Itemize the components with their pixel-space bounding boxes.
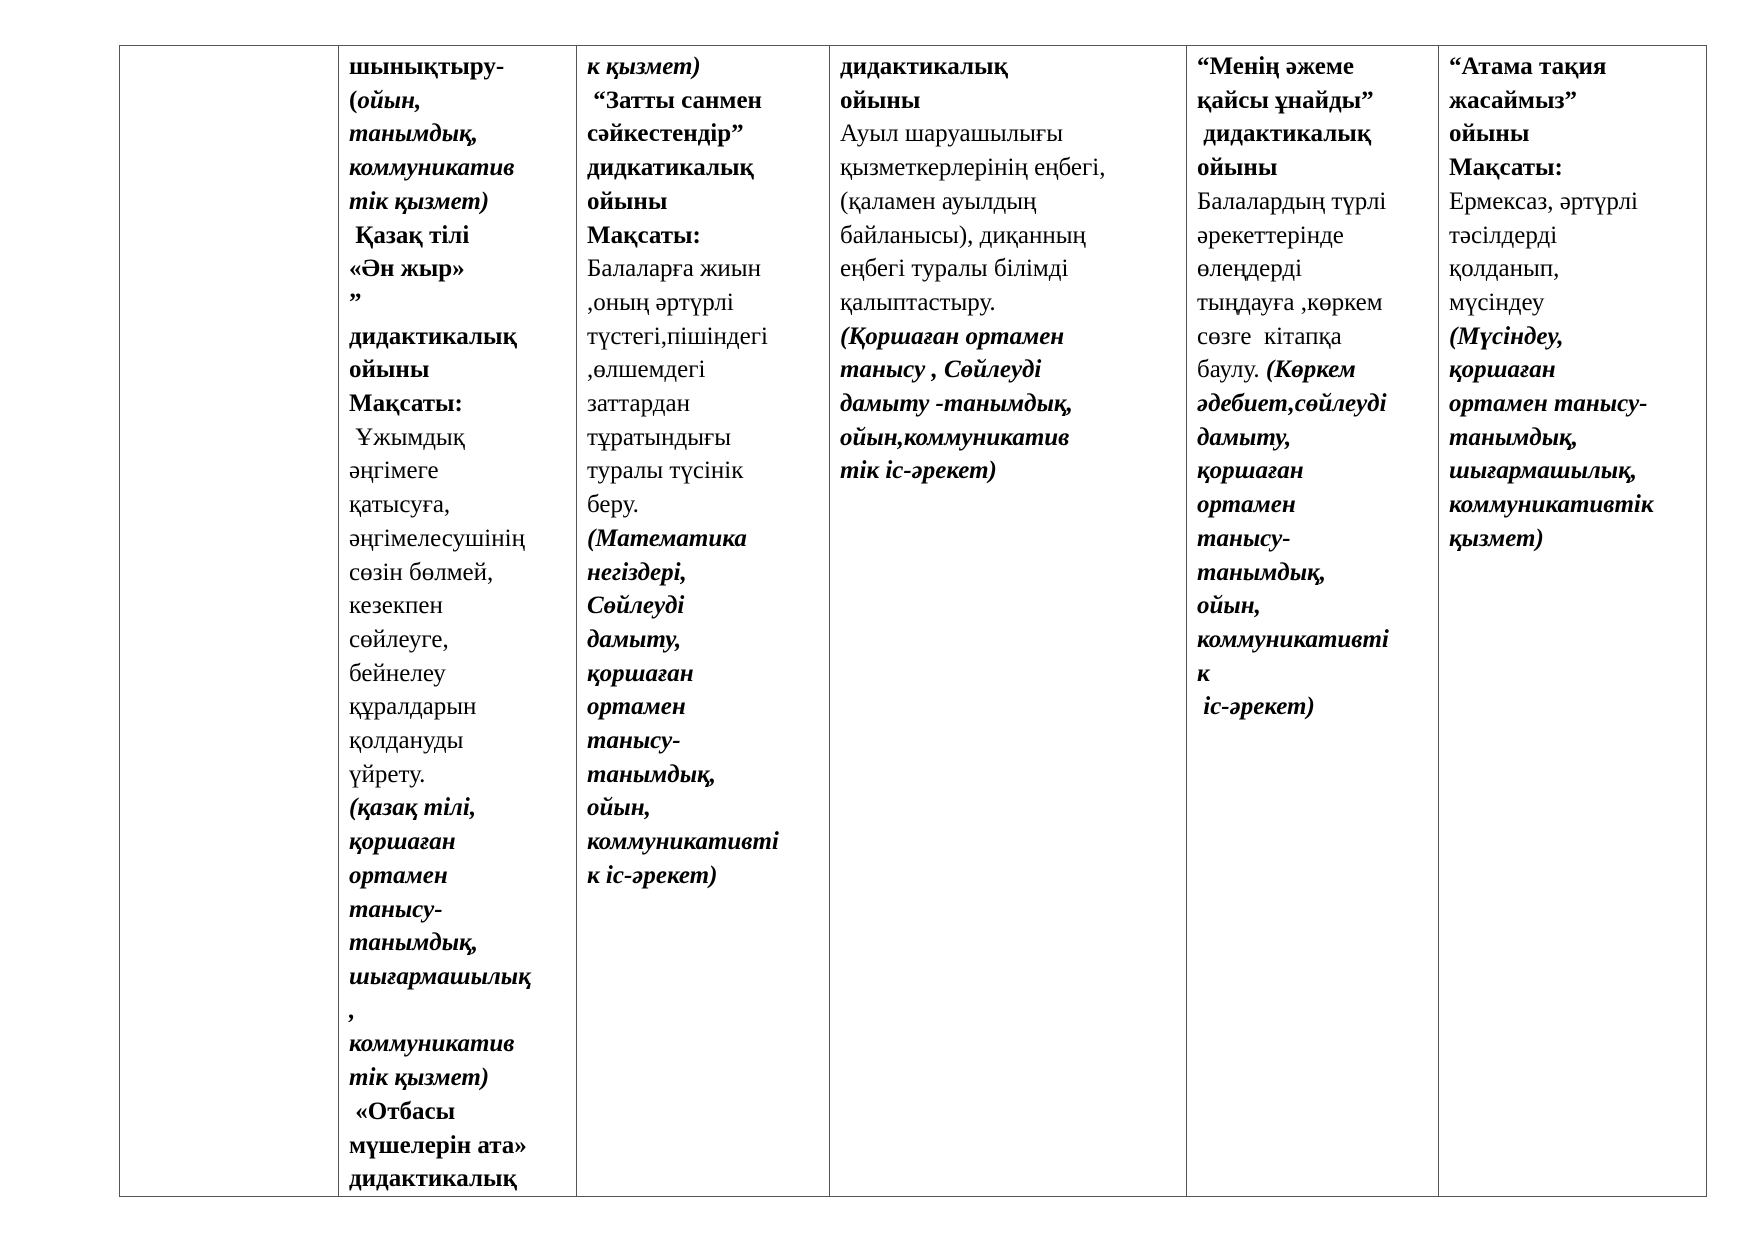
text-line: [840, 353, 1178, 387]
text-line: [349, 353, 568, 387]
text-line: [349, 252, 568, 286]
text-segment: өлеңдерді: [1197, 255, 1303, 283]
text-segment: дамыту,: [587, 625, 682, 653]
text-segment: коммуникативтік: [1449, 491, 1654, 519]
text-line: [1197, 556, 1430, 590]
text-line: [1197, 151, 1430, 185]
text-segment: сөйлеуге,: [349, 625, 449, 653]
text-line: [349, 84, 568, 118]
text-segment: танымдық,: [1449, 423, 1578, 451]
text-segment: к қызмет): [587, 53, 701, 80]
text-segment: дидактикалық: [349, 322, 517, 350]
text-segment: ойыны: [587, 187, 668, 215]
text-line: [349, 522, 568, 556]
text-segment: Қазақ тілі: [349, 221, 470, 249]
text-segment: Мақсаты:: [349, 390, 463, 418]
text-segment: танысу-: [587, 727, 681, 755]
text-segment: коммуникатив: [349, 154, 515, 182]
table-cell: [830, 46, 1187, 1197]
text-segment: ,оның әртүрлі: [587, 288, 734, 316]
text-line: [349, 825, 568, 859]
text-segment: дидактикалық: [840, 53, 1008, 80]
text-line: [349, 454, 568, 488]
text-line: [1197, 421, 1430, 455]
text-segment: танымдық,: [349, 929, 478, 957]
text-line: [1197, 454, 1430, 488]
text-line: [349, 859, 568, 893]
text-line: [840, 117, 1178, 151]
text-segment: қалыптастыру.: [840, 288, 996, 316]
text-line: [840, 286, 1178, 320]
text-line: [1197, 387, 1430, 421]
text-segment: ортамен танысу-: [1449, 390, 1648, 418]
text-line: [349, 724, 568, 758]
text-line: [1449, 219, 1698, 253]
text-line: [840, 454, 1178, 488]
text-line: [349, 488, 568, 522]
text-segment: “Менің әжеме: [1197, 53, 1354, 80]
text-line: [349, 286, 568, 320]
text-line: [587, 488, 821, 522]
text-segment: байланысы), диқанның: [840, 221, 1086, 249]
text-segment: дидактикалық: [349, 1165, 517, 1193]
text-segment: танымдық,: [349, 120, 478, 148]
table-row: [120, 46, 1707, 1197]
text-segment: қоршаған: [349, 828, 456, 856]
text-segment: ойыны: [840, 86, 921, 114]
text-line: [587, 623, 821, 657]
text-segment: мүсіндеу: [1449, 288, 1545, 316]
text-segment: түстегі,пішіндегі: [587, 322, 768, 350]
text-segment: ортамен: [349, 861, 448, 889]
text-segment: коммуникативті: [587, 828, 779, 856]
text-segment: әңгімелесушінің: [349, 524, 525, 552]
text-line: [587, 421, 821, 455]
table-cell: [1187, 46, 1439, 1197]
text-segment: сөзге кітапқа: [1197, 322, 1342, 350]
text-line: [349, 320, 568, 354]
text-line: [840, 219, 1178, 253]
text-segment: туралы түсінік: [587, 457, 744, 485]
text-segment: тік қызмет): [349, 187, 490, 215]
text-segment: Ұжымдық: [349, 423, 465, 451]
text-line: [1197, 657, 1430, 691]
text-line: [587, 353, 821, 387]
text-line: [349, 185, 568, 219]
text-segment: ойыны: [349, 356, 430, 384]
text-segment: танымдық,: [587, 760, 716, 788]
text-segment: ,өлшемдегі: [587, 356, 706, 384]
text-line: [840, 320, 1178, 354]
text-line: [840, 387, 1178, 421]
table-cell: [120, 46, 339, 1197]
text-line: [587, 657, 821, 691]
text-line: [1197, 117, 1430, 151]
lesson-plan-table: [119, 45, 1707, 1197]
text-line: [840, 50, 1178, 84]
text-line: [1197, 320, 1430, 354]
text-line: [1197, 522, 1430, 556]
text-line: [1197, 353, 1430, 387]
text-segment: танысу-: [349, 895, 443, 923]
text-line: [349, 387, 568, 421]
text-line: [1449, 252, 1698, 286]
text-segment: (: [349, 86, 358, 114]
text-segment: ойын,коммуникатив: [840, 423, 1070, 451]
text-segment: ойын,: [587, 794, 651, 822]
text-segment: шығармашылық,: [1449, 457, 1638, 485]
text-segment: тұратындығы: [587, 423, 732, 451]
text-line: [1197, 286, 1430, 320]
text-segment: танысу-: [1197, 524, 1291, 552]
text-segment: Балалардың түрлі: [1197, 187, 1387, 215]
text-line: [587, 859, 821, 893]
text-segment: әрекеттерінде: [1197, 221, 1344, 249]
text-line: [587, 791, 821, 825]
text-segment: тыңдауға ,көркем: [1197, 288, 1383, 316]
text-segment: ойыны: [1449, 120, 1530, 148]
text-segment: шынықтыру-: [349, 53, 505, 80]
text-line: [587, 556, 821, 590]
text-segment: қолданып,: [1449, 255, 1560, 283]
text-segment: қызмет): [1449, 524, 1544, 552]
text-segment: бейнелеу: [349, 659, 446, 687]
text-line: [840, 84, 1178, 118]
text-line: [1449, 387, 1698, 421]
text-line: [349, 556, 568, 590]
text-line: [1449, 117, 1698, 151]
text-line: [587, 117, 821, 151]
text-line: [349, 421, 568, 455]
text-line: [587, 84, 821, 118]
text-line: [1197, 185, 1430, 219]
text-line: [587, 589, 821, 623]
text-segment: іс-әрекет): [1197, 693, 1315, 721]
text-segment: (Қоршаған ортамен: [840, 322, 1065, 350]
text-segment: коммуникативті: [1197, 625, 1389, 653]
text-line: [349, 1061, 568, 1095]
text-line: [349, 994, 568, 1028]
text-segment: баулу.: [1197, 356, 1266, 384]
text-line: [587, 522, 821, 556]
table-cell: [339, 46, 577, 1197]
text-line: [349, 623, 568, 657]
text-segment: “Атама тақия: [1449, 53, 1607, 80]
text-segment: негіздері,: [587, 558, 687, 586]
text-segment: шығармашылық: [349, 962, 531, 990]
text-line: [1197, 690, 1430, 724]
text-line: [587, 690, 821, 724]
text-segment: сөзін бөлмей,: [349, 558, 494, 586]
text-segment: “Затты санмен: [587, 86, 762, 114]
text-segment: кезекпен: [349, 592, 443, 620]
text-segment: жасаймыз”: [1449, 86, 1578, 114]
text-line: [840, 151, 1178, 185]
text-segment: ,: [349, 996, 356, 1024]
text-segment: (Математика: [587, 524, 747, 552]
text-line: [1197, 589, 1430, 623]
text-segment: дидкатикалық: [587, 154, 754, 182]
text-segment: қатысуға,: [349, 491, 451, 519]
text-line: [349, 151, 568, 185]
text-segment: қызметкерлерінің еңбегі,: [840, 154, 1106, 182]
text-line: [1449, 151, 1698, 185]
text-line: [1449, 50, 1698, 84]
text-segment: Балаларға жиын: [587, 255, 761, 283]
text-line: [349, 1129, 568, 1163]
text-segment: дидактикалық: [1197, 120, 1372, 148]
text-line: [1197, 252, 1430, 286]
text-segment: «Ән жыр»: [349, 255, 465, 283]
text-line: [349, 1095, 568, 1129]
text-segment: (қаламен ауылдың: [840, 187, 1037, 215]
text-segment: әңгімеге: [349, 457, 439, 485]
text-line: [1449, 286, 1698, 320]
text-segment: қоршаған: [1449, 356, 1556, 384]
text-line: [349, 50, 568, 84]
text-line: [349, 219, 568, 253]
text-line: [840, 185, 1178, 219]
text-segment: құралдарын: [349, 693, 477, 721]
text-line: [1449, 421, 1698, 455]
text-line: [587, 758, 821, 792]
text-line: [349, 960, 568, 994]
text-line: [349, 690, 568, 724]
text-segment: тәсілдерді: [1449, 221, 1558, 249]
text-segment: к: [1197, 659, 1210, 687]
text-segment: әдебиет,сөйлеуді: [1197, 390, 1387, 418]
text-segment: танымдық,: [1197, 558, 1326, 586]
text-segment: қолдануды: [349, 727, 464, 755]
text-line: [587, 151, 821, 185]
text-line: [349, 758, 568, 792]
text-line: [1197, 488, 1430, 522]
text-line: [587, 454, 821, 488]
text-segment: (қазақ тілі,: [349, 794, 477, 822]
text-line: [587, 320, 821, 354]
text-line: [349, 589, 568, 623]
text-line: [1449, 84, 1698, 118]
text-segment: ойын,: [1197, 592, 1261, 620]
text-line: [349, 926, 568, 960]
text-line: [349, 1162, 568, 1196]
text-line: [587, 825, 821, 859]
text-line: [587, 50, 821, 84]
text-line: [587, 286, 821, 320]
text-segment: Ауыл шаруашылығы: [840, 120, 1063, 148]
text-line: [587, 252, 821, 286]
text-line: [349, 1027, 568, 1061]
text-line: [349, 791, 568, 825]
text-line: [1197, 50, 1430, 84]
text-segment: сәйкестендір”: [587, 120, 744, 148]
text-segment: Мақсаты:: [587, 221, 701, 249]
text-line: [349, 117, 568, 151]
text-segment: заттардан: [587, 390, 690, 418]
text-line: [1449, 454, 1698, 488]
text-segment: мүшелерін ата»: [349, 1131, 527, 1159]
text-line: [587, 724, 821, 758]
text-segment: дамыту,: [1197, 423, 1292, 451]
text-segment: (Көркем: [1265, 356, 1356, 384]
text-line: [349, 657, 568, 691]
text-segment: «Отбасы: [349, 1097, 456, 1125]
text-segment: қоршаған: [587, 659, 694, 687]
text-segment: Сөйлеуді: [587, 592, 685, 620]
table-cell: [1439, 46, 1707, 1197]
text-line: [1197, 623, 1430, 657]
text-line: [587, 219, 821, 253]
text-line: [1449, 522, 1698, 556]
text-segment: ”: [349, 288, 362, 316]
text-line: [840, 252, 1178, 286]
text-segment: ортамен: [587, 693, 686, 721]
text-segment: танысу , Сөйлеуді: [840, 356, 1042, 384]
text-segment: беру.: [587, 491, 639, 519]
text-line: [349, 893, 568, 927]
text-segment: (Мүсіндеу,: [1449, 322, 1564, 350]
text-segment: ойын,: [357, 86, 422, 114]
text-segment: тік қызмет): [349, 1064, 490, 1092]
text-segment: қайсы ұнайды”: [1197, 86, 1374, 114]
text-segment: дамыту -танымдық,: [840, 390, 1073, 418]
text-segment: Ермексаз, әртүрлі: [1449, 187, 1638, 215]
text-line: [840, 421, 1178, 455]
text-line: [587, 185, 821, 219]
text-segment: коммуникатив: [349, 1030, 515, 1058]
text-segment: Мақсаты:: [1449, 154, 1563, 182]
text-segment: к іс-әрекет): [587, 861, 718, 889]
text-segment: ортамен: [1197, 491, 1296, 519]
table-cell: [577, 46, 830, 1197]
text-line: [1197, 84, 1430, 118]
text-line: [1449, 185, 1698, 219]
text-line: [587, 387, 821, 421]
text-line: [1449, 488, 1698, 522]
text-segment: үйрету.: [349, 760, 426, 788]
text-segment: тік іс-әрекет): [840, 457, 997, 485]
text-line: [1197, 219, 1430, 253]
text-segment: еңбегі туралы білімді: [840, 255, 1069, 283]
text-segment: ойыны: [1197, 154, 1278, 182]
text-line: [1449, 353, 1698, 387]
text-segment: қоршаған: [1197, 457, 1304, 485]
text-line: [1449, 320, 1698, 354]
